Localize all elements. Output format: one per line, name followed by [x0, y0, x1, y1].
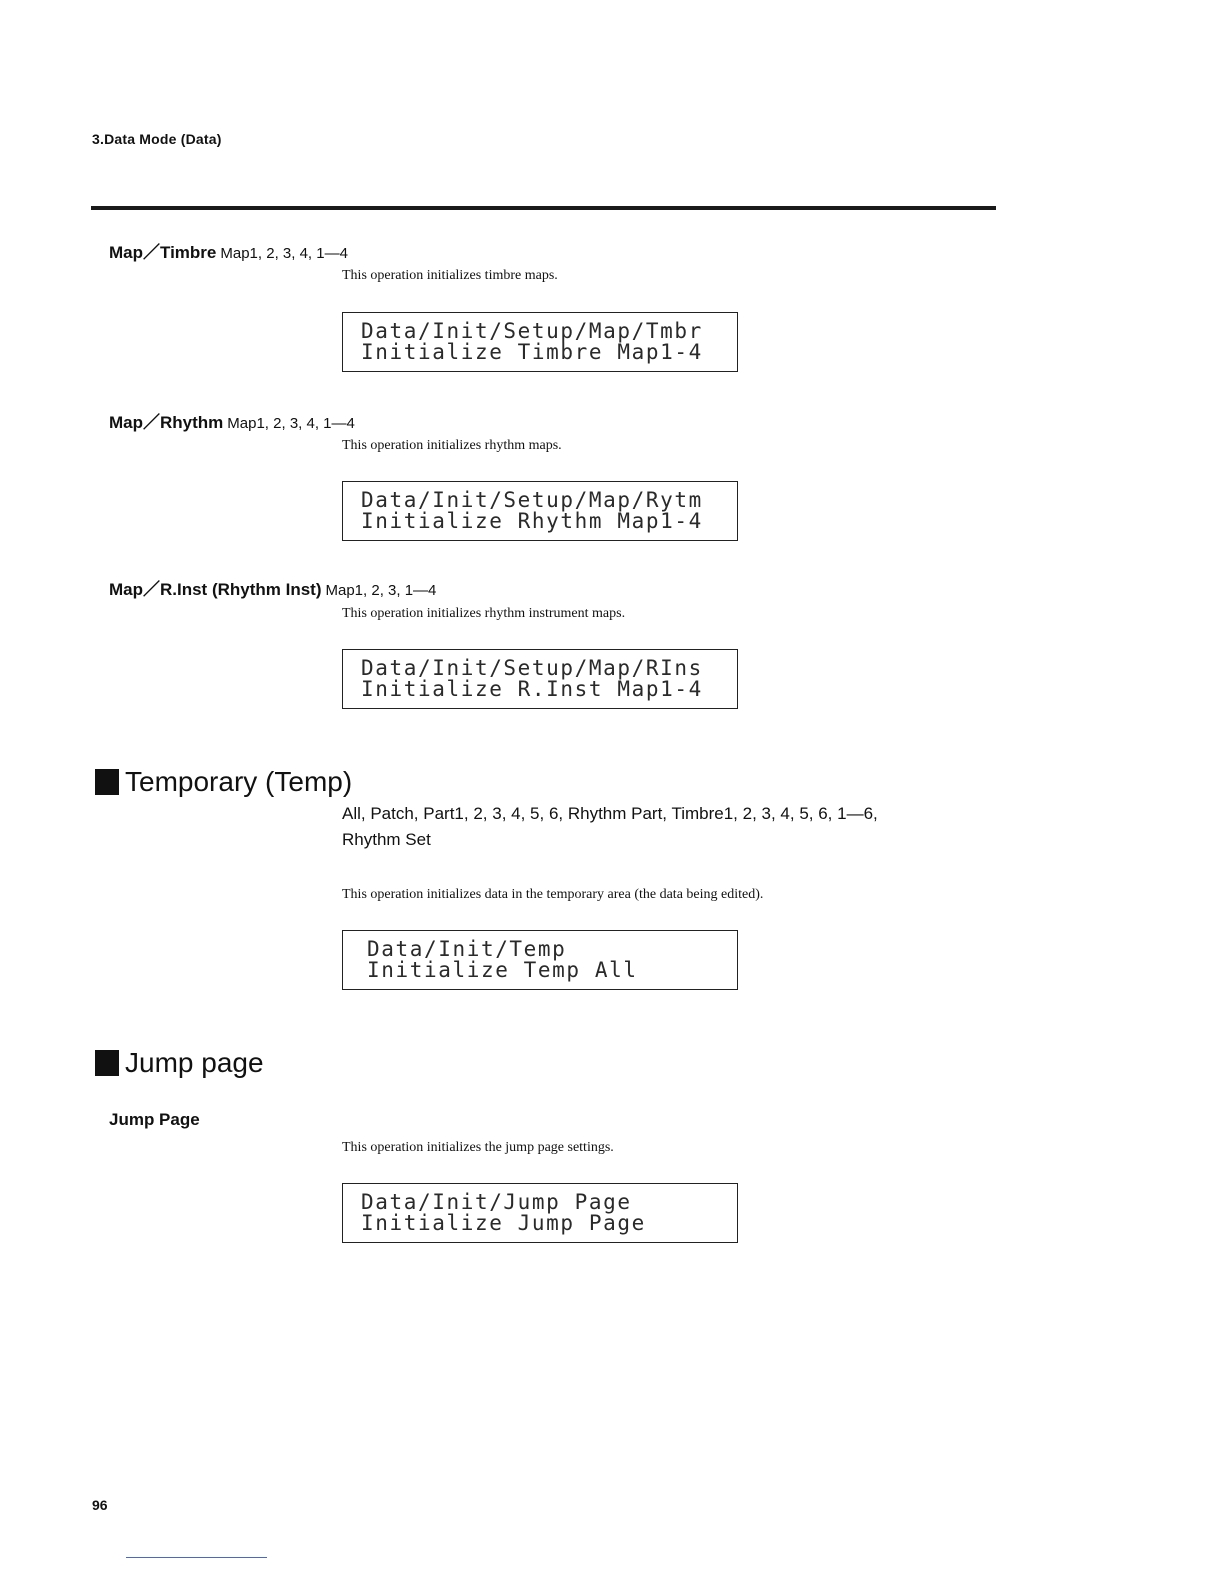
lcd-display: [342, 312, 738, 372]
section-title: Jump page: [125, 1047, 264, 1078]
item-options: Map1, 2, 3, 1—4: [325, 582, 437, 599]
page-number: 96: [92, 1497, 108, 1513]
footer-line: [126, 1557, 267, 1558]
temporary-options-line-2: Rhythm Set: [342, 830, 431, 849]
lcd-line-2: Initialize Timbre Map1-4: [361, 340, 703, 364]
item-description: This operation initializes rhythm maps.: [342, 438, 562, 453]
lcd-line-2: Initialize Temp All: [367, 958, 638, 982]
jump-page-subheading: Jump Page: [109, 1110, 200, 1129]
lcd-line-2: Initialize Jump Page: [361, 1211, 646, 1235]
item-description: This operation initializes timbre maps.: [342, 268, 558, 283]
item-heading-map-rinst: [109, 575, 436, 600]
lcd-display: [342, 649, 738, 709]
lcd-display: [342, 481, 738, 541]
lcd-line-2: Initialize Rhythm Map1-4: [361, 509, 703, 533]
temporary-description: This operation initializes data in the temporary area (the data being edited).: [342, 887, 764, 902]
lcd-line-1: Data/Init/Temp: [367, 937, 567, 961]
item-description: This operation initializes rhythm instrument maps.: [342, 606, 626, 621]
lcd-line-1: Data/Init/Setup/Map/RIns: [361, 656, 703, 680]
lcd-line-1: Data/Init/Jump Page: [361, 1190, 632, 1214]
jump-page-description: This operation initializes the jump page settings.: [342, 1140, 614, 1155]
running-header: 3.Data Mode (Data): [92, 131, 222, 147]
item-options: Map1, 2, 3, 4, 1—4: [227, 415, 355, 432]
section-heading-temporary: [95, 766, 352, 798]
lcd-line-1: Data/Init/Setup/Map/Rytm: [361, 488, 703, 512]
item-heading-map-rhythm: [109, 408, 355, 433]
section-bullet-square: [95, 769, 119, 795]
lcd-line-1: Data/Init/Setup/Map/Tmbr: [361, 319, 703, 343]
temporary-options-line-1: All, Patch, Part1, 2, 3, 4, 5, 6, Rhythm Part, Timbre1, 2, 3, 4, 5, 6, 1—6,: [342, 804, 878, 823]
header-rule: [91, 206, 996, 210]
section-title: Temporary (Temp): [125, 766, 353, 797]
item-label: Map／Rhythm: [109, 413, 224, 432]
item-label: Map／R.Inst (Rhythm Inst): [109, 580, 322, 599]
item-heading-map-timbre: [109, 238, 348, 263]
item-label: Map／Timbre: [109, 243, 217, 262]
lcd-line-2: Initialize R.Inst Map1-4: [361, 677, 703, 701]
temporary-options: [342, 801, 1002, 853]
item-options: Map1, 2, 3, 4, 1—4: [220, 245, 348, 262]
lcd-display: [342, 930, 738, 990]
lcd-display: [342, 1183, 738, 1243]
section-bullet-square: [95, 1050, 119, 1076]
section-heading-jump-page: [95, 1047, 264, 1079]
